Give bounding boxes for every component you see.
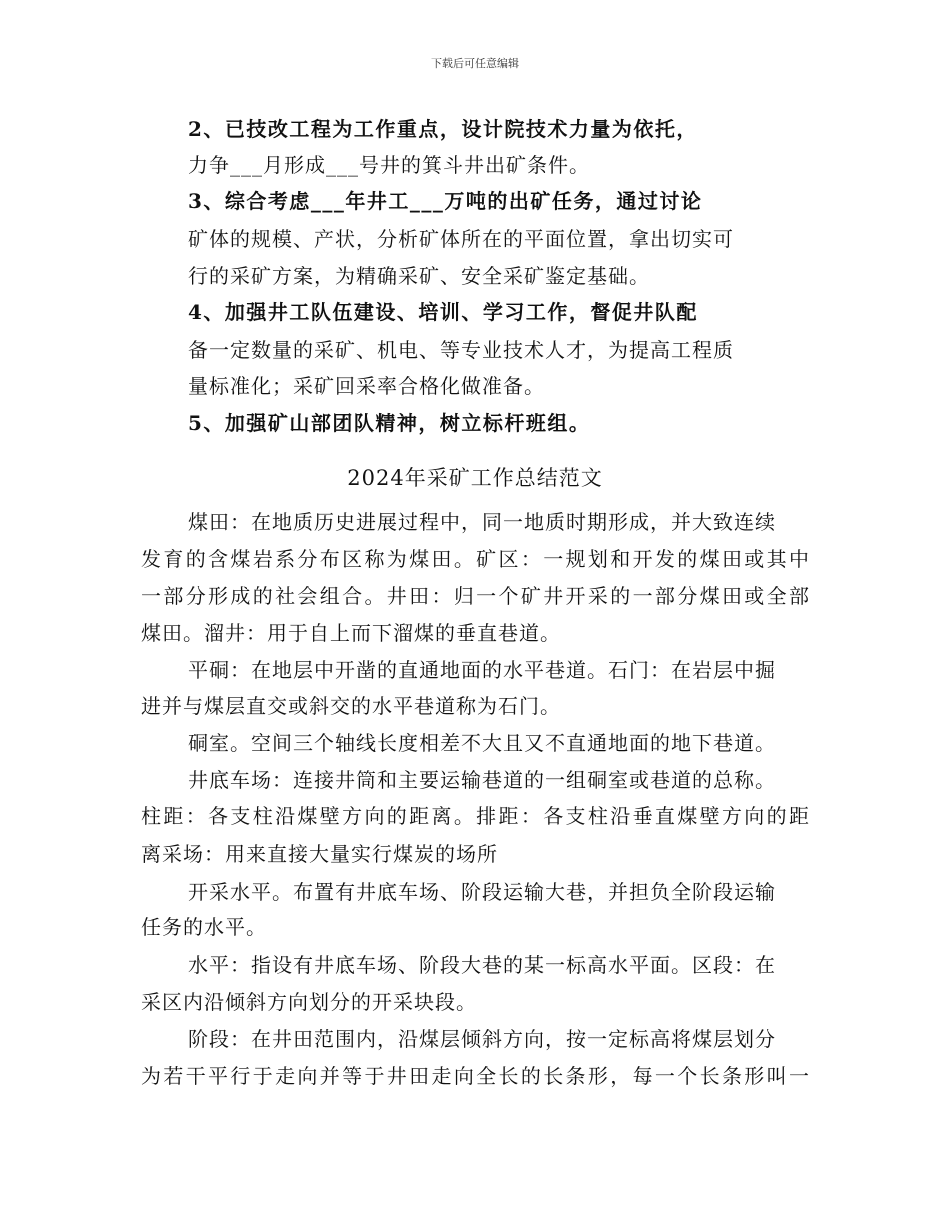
list-item-2-text: 力争___月形成___号井的箕斗井出矿条件。: [188, 153, 590, 177]
paragraph-line: 进并与煤层直交或斜交的水平巷道称为石门。: [141, 694, 561, 718]
paragraph-line: 硐室。空间三个轴线长度相差不大且又不直通地面的地下巷道。: [188, 731, 776, 755]
list-item-3-text: 行的采矿方案，为精确采矿、安全采矿鉴定基础。: [188, 264, 650, 288]
paragraph-line: 阶段：在井田范围内，沿煤层倾斜方向，按一定标高将煤层划分: [188, 1027, 776, 1051]
page-header-note: 下载后可任意编辑: [431, 57, 519, 70]
paragraph-line: 开采水平。布置有井底车场、阶段运输大巷，并担负全阶段运输: [188, 880, 776, 904]
paragraph-line: 采区内沿倾斜方向划分的开采块段。: [141, 990, 477, 1014]
list-item-4-text: 备一定数量的采矿、机电、等专业技术人才，为提高工程质: [188, 338, 734, 362]
paragraph-line: 煤田：在地质历史进展过程中，同一地质时期形成，并大致连续: [188, 510, 776, 534]
list-item-3-text: 矿体的规模、产状，分析矿体所在的平面位置，拿出切实可: [188, 227, 734, 251]
paragraph-line: 水平：指设有井底车场、阶段大巷的某一标高水平面。区段：在: [188, 953, 776, 977]
paragraph-line: 任务的水平。: [141, 915, 267, 939]
list-item-3-title: 3、综合考虑___年井工___万吨的出矿任务，通过讨论: [188, 189, 703, 213]
paragraph-line: 离采场：用来直接大量实行煤炭的场所: [141, 842, 498, 866]
paragraph-line: 平硐：在地层中开凿的直通地面的水平巷道。石门：在岩层中掘: [188, 658, 776, 682]
list-item-2-title: 2、已技改工程为工作重点，设计院技术力量为依托，: [188, 117, 698, 141]
paragraph-line: 井底车场：连接井筒和主要运输巷道的一组硐室或巷道的总称。: [188, 768, 776, 792]
list-item-5-title: 5、加强矿山部团队精神，树立标杆班组。: [188, 411, 591, 435]
paragraph-line: 发育的含煤岩系分布区称为煤田。矿区：一规划和开发的煤田或其中: [141, 547, 809, 571]
list-item-4-title: 4、加强井工队伍建设、培训、学习工作，督促井队配: [188, 300, 698, 324]
list-item-4-text: 量标准化；采矿回采率合格化做准备。: [188, 374, 545, 398]
paragraph-line: 一部分形成的社会组合。井田：归一个矿井开采的一部分煤田或全部: [141, 584, 809, 608]
paragraph-line: 柱距：各支柱沿煤壁方向的距离。排距：各支柱沿垂直煤壁方向的距: [141, 804, 809, 828]
paragraph-line: 为若干平行于走向并等于井田走向全长的长条形，每一个长条形叫一: [141, 1064, 809, 1088]
paragraph-line: 煤田。溜井：用于自上而下溜煤的垂直巷道。: [141, 621, 561, 645]
section-title: 2024年采矿工作总结范文: [347, 466, 603, 490]
